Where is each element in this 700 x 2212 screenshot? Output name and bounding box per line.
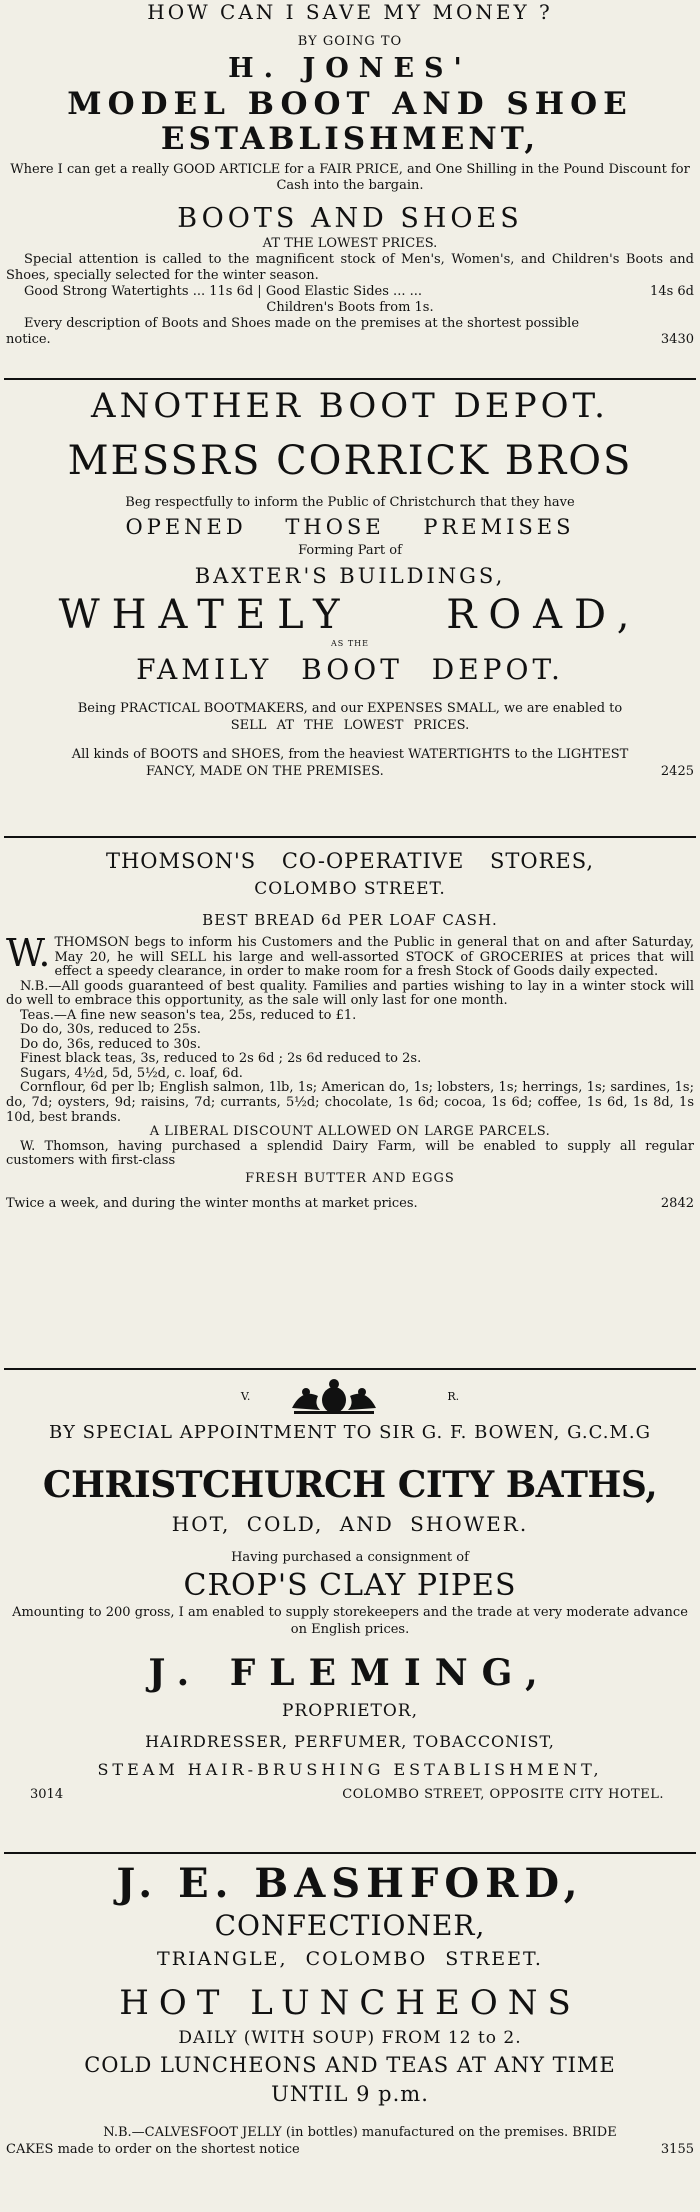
baths-address: COLOMBO STREET, OPPOSITE CITY HOTEL. — [342, 1787, 664, 1802]
thomson-dairy: W. Thomson, having purchased a splendid Dairy Farm, will be enabled to supply all regular customers with first-class — [6, 1138, 694, 1169]
ad-baths — [0, 1374, 700, 1806]
baths-title: CHRISTCHURCH CITY BATHS, — [42, 1464, 658, 1506]
jones-ref: 3430 — [660, 332, 694, 347]
corrick-headline: ANOTHER BOOT DEPOT. — [91, 386, 609, 426]
ad-corrick — [0, 384, 700, 780]
thomson-nb: N.B.—All goods guaranteed of best quality. Families and parties wishing to lay in a winter stock will do well to embrace this opportunity, as the sale will only last for one month. — [6, 978, 694, 1009]
thomson-headline: THOMSON'S CO-OPERATIVE STORES, — [105, 849, 595, 873]
baths-r: R. — [447, 1390, 460, 1403]
jones-by-going: BY GOING TO — [297, 34, 403, 49]
jones-special: Special attention is called to the magnificent stock of Men's, Women's, and Children's Boots and Shoes, specially selected for the winter season. — [6, 252, 694, 283]
jones-tagline: Where I can get a really GOOD ARTICLE for a FAIR PRICE, and One Shilling in the Pound Discount for Cash into the bargain. — [10, 162, 690, 193]
divider-4 — [4, 1852, 696, 1854]
bashford-daily: DAILY (WITH SOUP) FROM 12 to 2. — [178, 2028, 522, 2048]
thomson-intro: THOMSON begs to inform his Customers and the Public in general that on and after Saturday, May 20, he will SELL his large and well-assorted STOCK of GROCERIES at prices that will effect a speedy clearance, in order to make room for a fresh Stock of Goods daily expected. — [54, 935, 694, 980]
thomson-cornflour: Cornflour, 6d per lb; English salmon, 1lb, 1s; American do, 1s; lobsters, 1s; herrings, 1s; sardines, 1s; do, 7d; oysters, 9d; raisins, 7d; currants, 5½d; chocolate, 1s 6d; cocoa, 1s 6d; coffee, 1s 6d, 1s 8d, 1s 10d, best brands. — [6, 1080, 694, 1125]
ad-thomson — [0, 846, 700, 1213]
baths-crop-pipes: CROP'S CLAY PIPES — [183, 1568, 517, 1603]
jones-lowest-prices: AT THE LOWEST PRICES. — [262, 236, 438, 251]
bashford-cold: COLD LUNCHEONS AND TEAS AT ANY TIME — [84, 2053, 616, 2077]
jones-name: H. JONES' — [228, 53, 472, 84]
thomson-ref: 2842 — [660, 1195, 694, 1211]
bashford-hot: HOT LUNCHEONS — [119, 1983, 581, 2023]
corrick-whately: WHATELY ROAD, — [58, 592, 642, 638]
thomson-intro-block — [6, 931, 694, 980]
jones-price-right: 14s 6d — [650, 284, 694, 299]
bashford-name: J. E. BASHFORD, — [116, 1860, 584, 1907]
corrick-all-row — [6, 763, 694, 780]
jones-children: Children's Boots from 1s. — [266, 300, 434, 315]
thomson-dropcap: W. — [6, 931, 51, 975]
ad-jones — [0, 0, 700, 348]
jones-boots-shoes: BOOTS AND SHOES — [177, 203, 523, 234]
jones-headline: HOW CAN I SAVE MY MONEY ? — [147, 0, 553, 24]
corrick-name: MESSRS CORRICK BROS — [67, 438, 633, 484]
thomson-tea-2: Do do, 30s, reduced to 25s. — [20, 1022, 201, 1038]
thomson-black-teas: Finest black teas, 3s, reduced to 2s 6d ; 2s 6d reduced to 2s. — [20, 1051, 422, 1067]
baths-steam: STEAM HAIR-BRUSHING ESTABLISHMENT, — [97, 1760, 603, 1779]
divider-1 — [4, 378, 696, 380]
corrick-all-1: All kinds of BOOTS and SHOES, from the heaviest WATERTIGHTS to the LIGHTEST — [71, 747, 629, 762]
baths-hairdresser: HAIRDRESSER, PERFUMER, TOBACCONIST, — [145, 1732, 555, 1751]
baths-appointment: BY SPECIAL APPOINTMENT TO SIR G. F. BOWEN, G.C.M.G — [49, 1422, 651, 1443]
thomson-butter: FRESH BUTTER AND EGGS — [245, 1170, 455, 1186]
thomson-tea-1: Teas.—A fine new season's tea, 25s, reduced to £1. — [20, 1007, 357, 1023]
bashford-nb-2: CAKES made to order on the shortest notice — [6, 2142, 300, 2157]
bashford-address: TRIANGLE, COLOMBO STREET. — [157, 1948, 543, 1970]
ad-bashford — [0, 1860, 700, 2158]
bashford-nb-row — [6, 2141, 694, 2158]
baths-ref: 3014 — [30, 1787, 64, 1802]
jones-notice-row — [6, 332, 694, 348]
baths-having: Having purchased a consignment of — [231, 1550, 469, 1565]
corrick-beg: Beg respectfully to inform the Public of Christchurch that they have — [125, 495, 575, 510]
thomson-twice-row — [6, 1195, 694, 1213]
divider-3 — [4, 1368, 696, 1370]
thomson-discount: A LIBERAL DISCOUNT ALLOWED ON LARGE PARCELS. — [149, 1125, 551, 1140]
bashford-ref: 3155 — [660, 2142, 694, 2157]
divider-2 — [4, 836, 696, 838]
baths-fleming: J. FLEMING, — [148, 1652, 552, 1694]
corrick-all-2: FANCY, MADE ON THE PREMISES. — [146, 764, 384, 779]
jones-notice: notice. — [6, 332, 51, 347]
corrick-ref: 2425 — [660, 764, 694, 779]
thomson-sugars: Sugars, 4½d, 5d, 5½d, c. loaf, 6d. — [20, 1065, 243, 1081]
baths-royal-arms-row — [6, 1374, 694, 1420]
jones-title-1: MODEL BOOT AND SHOE — [67, 86, 633, 122]
thomson-bread: BEST BREAD 6d PER LOAF CASH. — [202, 911, 498, 929]
thomson-tea-3: Do do, 36s, reduced to 30s. — [20, 1036, 201, 1052]
bashford-until: UNTIL 9 p.m. — [271, 2082, 429, 2106]
jones-every: Every description of Boots and Shoes made on the premises at the shortest possible — [24, 316, 580, 331]
thomson-twice: Twice a week, and during the winter months at market prices. — [6, 1195, 418, 1211]
jones-title-2: ESTABLISHMENT, — [160, 122, 540, 157]
corrick-being-1: Being PRACTICAL BOOTMAKERS, and our EXPENSES SMALL, we are enabled to — [77, 701, 623, 716]
baths-hot-cold: HOT, COLD, AND SHOWER. — [171, 1512, 529, 1536]
baths-v: V. — [240, 1390, 251, 1403]
baths-address-row — [6, 1784, 694, 1806]
baths-proprietor: PROPRIETOR, — [281, 1701, 419, 1721]
baths-amounting: Amounting to 200 gross, I am enabled to supply storekeepers and the trade at very moderate advance on English prices. — [12, 1605, 688, 1637]
corrick-family: FAMILY BOOT DEPOT. — [136, 653, 564, 686]
jones-prices-row — [6, 284, 694, 300]
corrick-opened: OPENED THOSE PREMISES — [125, 515, 575, 539]
corrick-being-2: SELL AT THE LOWEST PRICES. — [230, 718, 470, 733]
corrick-as-the: AS THE — [331, 639, 369, 648]
royal-arms-icon — [284, 1378, 384, 1416]
corrick-baxter: BAXTER'S BUILDINGS, — [194, 564, 506, 588]
bashford-nb-1: N.B.—CALVESFOOT JELLY (in bottles) manufactured on the premises. BRIDE — [103, 2125, 617, 2140]
bashford-confectioner: CONFECTIONER, — [214, 1909, 486, 1942]
corrick-forming: Forming Part of — [298, 543, 402, 558]
thomson-street: COLOMBO STREET. — [254, 879, 446, 899]
jones-price-left: Good Strong Watertights ... 11s 6d | Good Elastic Sides ... ... — [24, 284, 422, 299]
